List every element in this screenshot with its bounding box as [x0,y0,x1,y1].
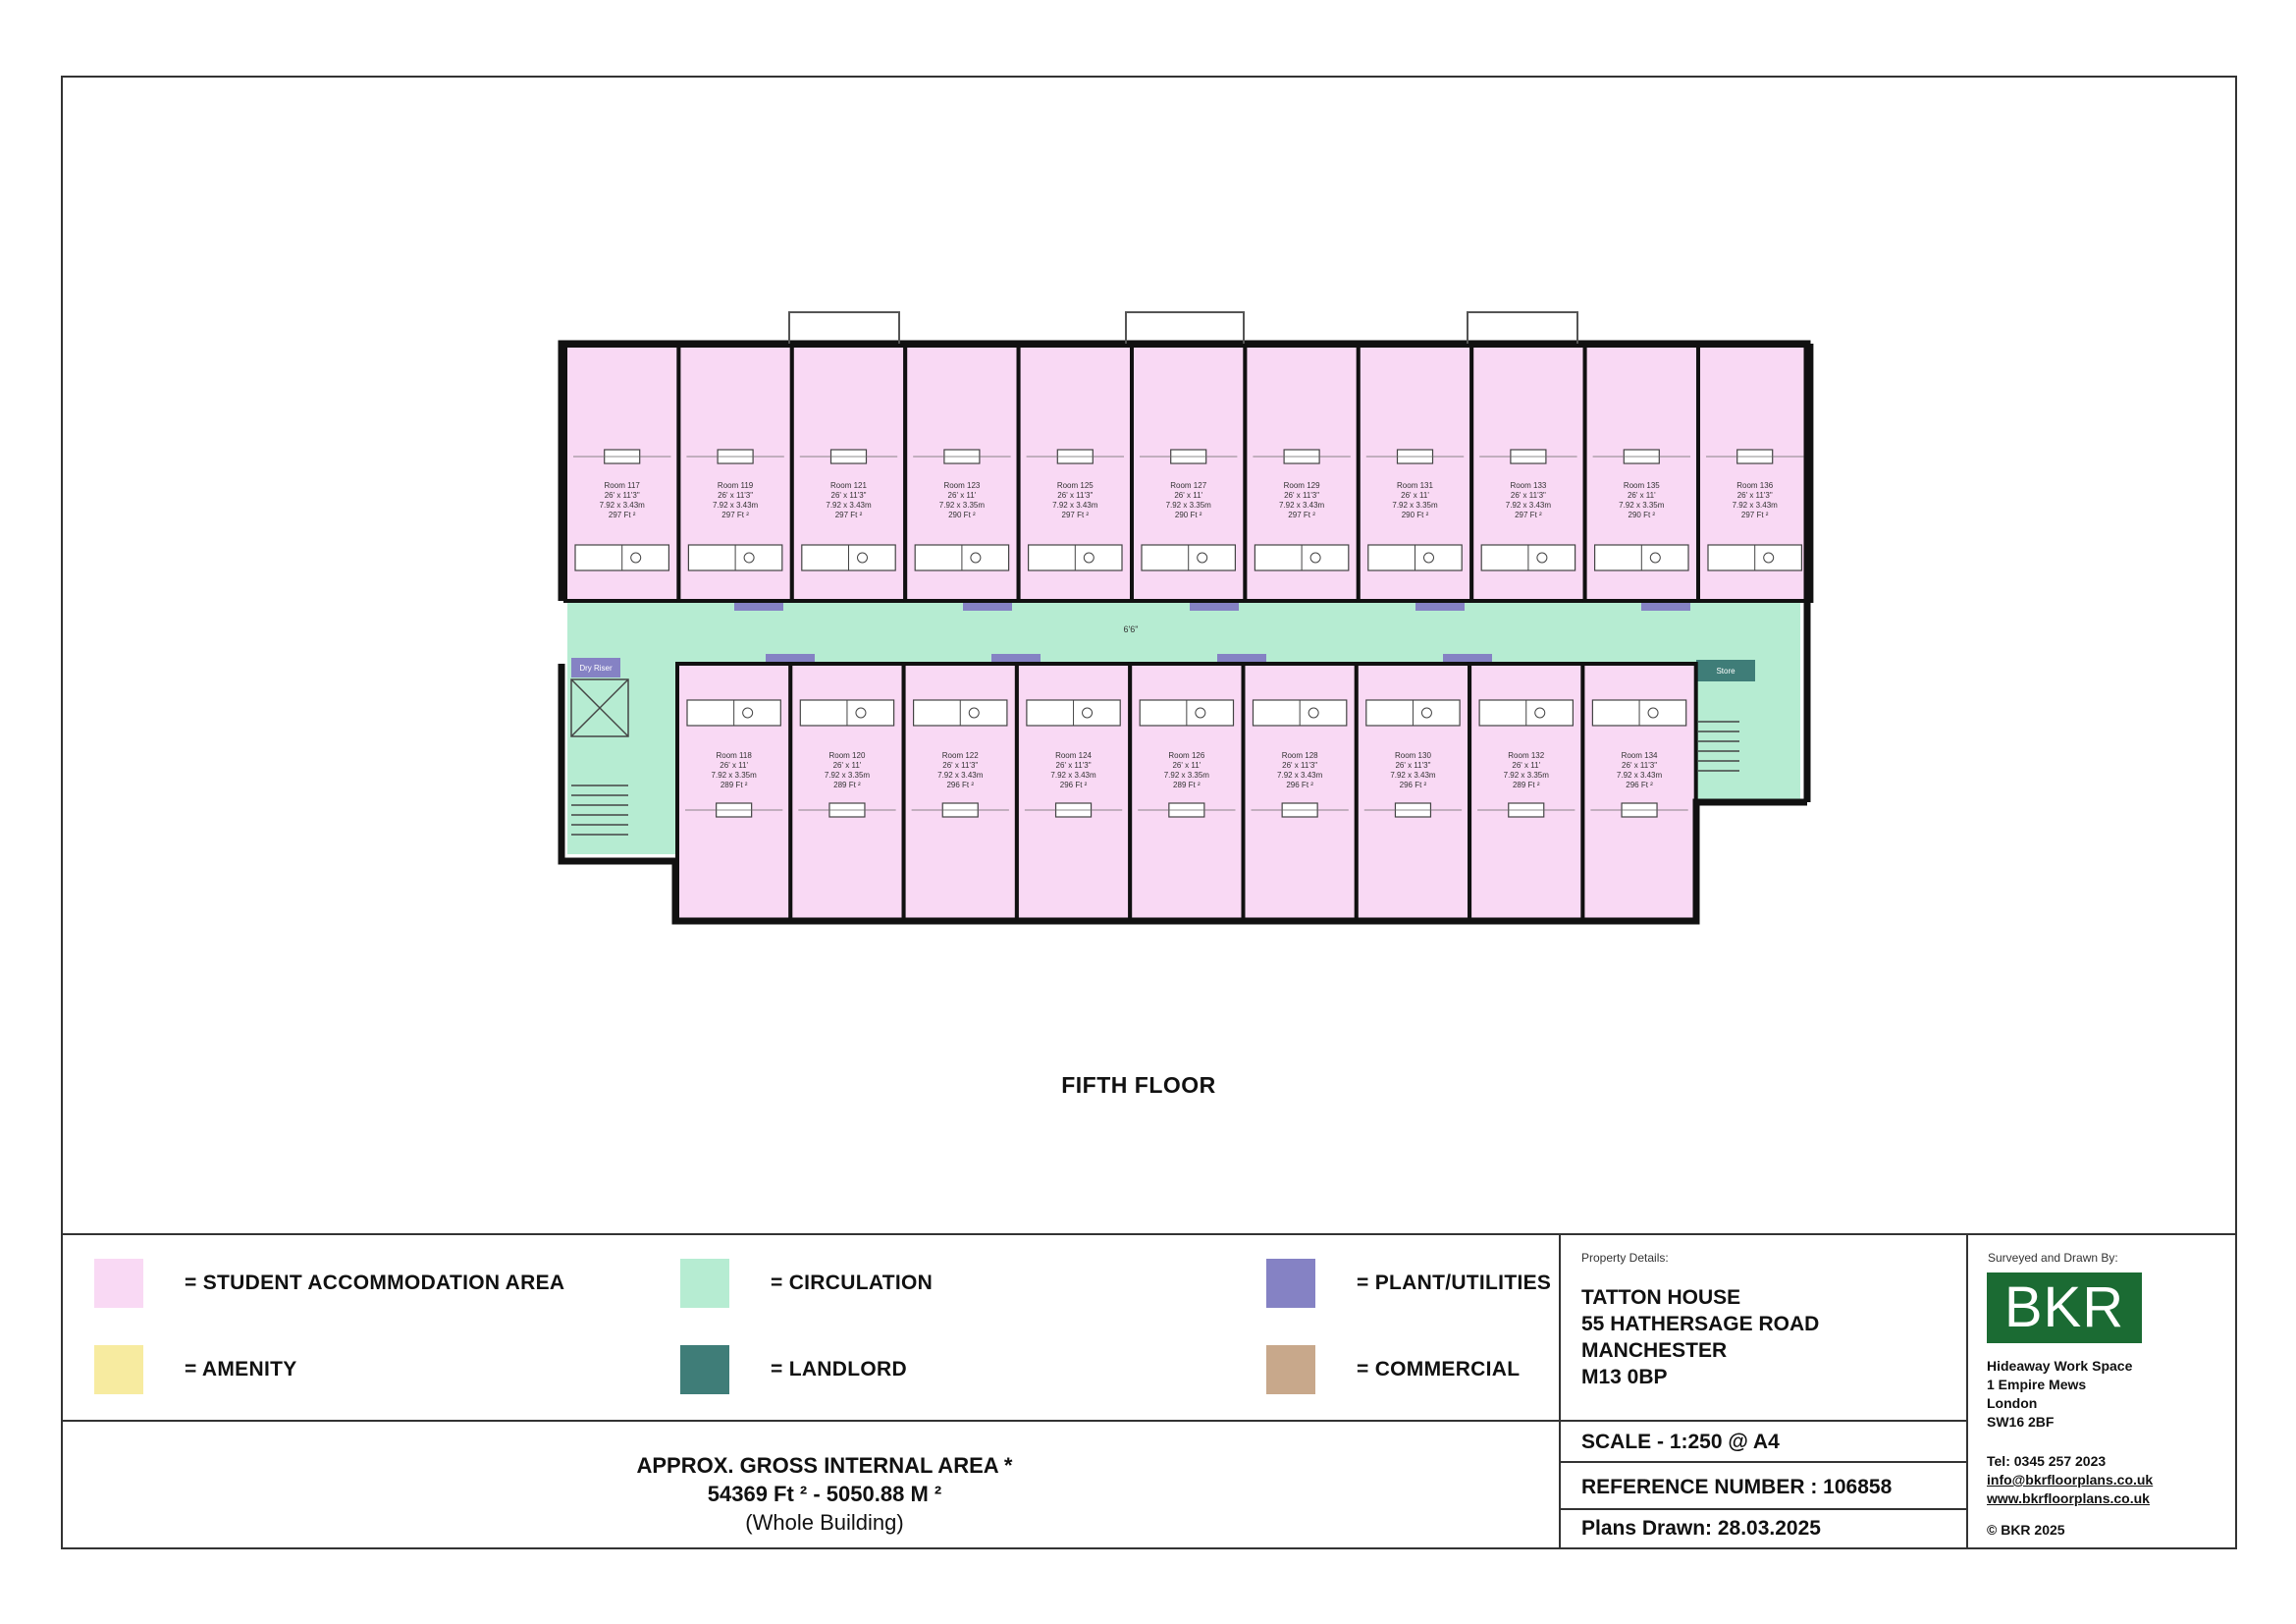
room-name: Room 124 [1055,751,1093,760]
reference-number: REFERENCE NUMBER : 106858 [1581,1476,1893,1498]
room-room-118 [677,664,790,921]
corridor-dimension: 6'6" [1123,624,1139,634]
property-name: TATTON HOUSE [1581,1286,1741,1309]
room-name: Room 121 [830,481,867,490]
room-room-121 [792,346,905,601]
surveyor-email-link[interactable]: info@bkrfloorplans.co.uk [1987,1472,2154,1488]
room-size-metric: 7.92 x 3.43m [599,501,645,510]
room-area: 289 Ft ² [833,781,861,789]
room-area: 297 Ft ² [1288,511,1315,519]
room-size-imperial: 26' x 11'3" [1622,761,1658,770]
room-area: 290 Ft ² [1628,511,1656,519]
room-area: 290 Ft ² [1174,511,1202,519]
room-area: 289 Ft ² [1512,781,1540,789]
room-name: Room 118 [716,751,752,760]
surveyor-address [1987,1357,2132,1432]
gross-internal-area [550,1451,1099,1537]
room-room-131 [1359,346,1471,601]
room-name: Room 120 [828,751,866,760]
room-name: Room 132 [1508,751,1545,760]
room-area: 297 Ft ² [1515,511,1542,519]
room-room-129 [1245,346,1358,601]
surveyor-address-line-3: London [1987,1395,2038,1411]
room-room-126 [1130,664,1243,921]
room-size-metric: 7.92 x 3.43m [712,501,759,510]
gia-value: 54369 Ft ² - 5050.88 M ² [707,1482,942,1506]
room-room-123 [905,346,1018,601]
room-size-metric: 7.92 x 3.35m [824,771,871,780]
swatch-plant-utilities [1266,1259,1315,1308]
room-size-metric: 7.92 x 3.43m [1050,771,1096,780]
legend-label-commercial: = COMMERCIAL [1357,1358,1521,1380]
room-size-imperial: 26' x 11' [1512,761,1541,770]
room-name: Room 128 [1281,751,1318,760]
room-size-metric: 7.92 x 3.43m [1278,501,1325,510]
room-name: Room 127 [1170,481,1207,490]
room-size-imperial: 26' x 11'3" [604,491,640,500]
swatch-circulation [680,1259,729,1308]
copyright-notice: © BKR 2025 [1987,1522,2065,1538]
room-size-imperial: 26' x 11'3" [830,491,867,500]
room-size-imperial: 26' x 11' [1401,491,1429,500]
swatch-commercial [1266,1345,1315,1394]
room-size-imperial: 26' x 11'3" [1057,491,1094,500]
surveyor-label: Surveyed and Drawn By: [1988,1251,2118,1265]
room-size-metric: 7.92 x 3.35m [1619,501,1665,510]
reference-top-rule [1559,1461,1966,1463]
surveyor-contact [1987,1452,2153,1508]
room-size-imperial: 26' x 11'3" [1055,761,1092,770]
room-size-metric: 7.92 x 3.43m [1616,771,1663,780]
swatch-amenity [94,1345,143,1394]
top-row-rooms [565,346,1811,601]
room-name: Room 136 [1736,481,1774,490]
room-room-133 [1471,346,1584,601]
room-size-metric: 7.92 x 3.43m [1505,501,1552,510]
drawn-top-rule [1559,1508,1966,1510]
swatch-landlord [680,1345,729,1394]
legend-circulation [680,1258,933,1309]
legend-label-student-accommodation: = STUDENT ACCOMMODATION AREA [185,1272,565,1294]
room-area: 290 Ft ² [948,511,976,519]
gia-heading: APPROX. GROSS INTERNAL AREA * [636,1453,1013,1478]
surveyor-website-link[interactable]: www.bkrfloorplans.co.uk [1987,1490,2150,1506]
room-size-imperial: 26' x 11' [1627,491,1656,500]
room-room-130 [1357,664,1469,921]
property-city: MANCHESTER [1581,1339,1728,1362]
bkr-logo: BKR [1987,1272,2142,1343]
room-room-135 [1585,346,1698,601]
room-name: Room 135 [1623,481,1660,490]
room-size-metric: 7.92 x 3.43m [937,771,984,780]
room-size-imperial: 26' x 11'3" [1736,491,1773,500]
room-size-metric: 7.92 x 3.35m [711,771,757,780]
room-area: 296 Ft ² [1399,781,1427,789]
room-room-125 [1019,346,1132,601]
room-area: 289 Ft ² [1173,781,1201,789]
room-name: Room 129 [1283,481,1320,490]
room-size-metric: 7.92 x 3.43m [1277,771,1323,780]
legend-bottom-rule [61,1420,1559,1422]
legend-amenity [94,1344,297,1395]
room-size-imperial: 26' x 11'3" [1395,761,1431,770]
room-size-imperial: 26' x 11'3" [1284,491,1320,500]
room-room-117 [565,346,678,601]
room-room-136 [1698,346,1811,601]
room-name: Room 131 [1397,481,1433,490]
room-room-132 [1469,664,1582,921]
room-area: 297 Ft ² [608,511,636,519]
room-name: Room 119 [717,481,754,490]
room-area: 297 Ft ² [721,511,749,519]
room-room-127 [1132,346,1245,601]
room-size-metric: 7.92 x 3.35m [1165,501,1211,510]
room-name: Room 133 [1510,481,1547,490]
room-area: 296 Ft ² [1059,781,1088,789]
room-size-metric: 7.92 x 3.35m [1392,501,1438,510]
scale-top-rule [1559,1420,1966,1422]
surveyor-address-line-2: 1 Empire Mews [1987,1377,2087,1392]
gia-note: (Whole Building) [745,1510,904,1535]
room-size-metric: 7.92 x 3.35m [1503,771,1549,780]
legend-landlord [680,1344,907,1395]
room-room-122 [904,664,1017,921]
room-room-128 [1244,664,1357,921]
surveyor-address-line-4: SW16 2BF [1987,1414,2055,1430]
surveyor-address-line-1: Hideaway Work Space [1987,1358,2133,1374]
room-area: 296 Ft ² [1626,781,1653,789]
title-block-top-rule [61,1233,2237,1235]
room-name: Room 123 [943,481,981,490]
swatch-student-accommodation [94,1259,143,1308]
legend-label-landlord: = LANDLORD [771,1358,907,1380]
room-size-imperial: 26' x 11'3" [718,491,754,500]
property-address [1581,1284,1819,1390]
legend-label-amenity: = AMENITY [185,1358,297,1380]
room-size-imperial: 26' x 11' [1172,761,1201,770]
room-area: 297 Ft ² [1061,511,1090,519]
property-details-label: Property Details: [1581,1251,1669,1265]
room-size-metric: 7.92 x 3.43m [826,501,872,510]
room-size-imperial: 26' x 11' [720,761,749,770]
room-name: Room 125 [1056,481,1094,490]
room-name: Room 126 [1168,751,1205,760]
property-postcode: M13 0BP [1581,1366,1668,1388]
room-area: 296 Ft ² [946,781,975,789]
room-size-imperial: 26' x 11'3" [942,761,979,770]
floor-title: FIFTH FLOOR [1061,1072,1216,1098]
room-area: 297 Ft ² [834,511,863,519]
room-size-metric: 7.92 x 3.43m [1052,501,1098,510]
room-area: 296 Ft ² [1286,781,1313,789]
room-size-metric: 7.92 x 3.35m [1163,771,1209,780]
legend-label-circulation: = CIRCULATION [771,1272,934,1294]
room-size-imperial: 26' x 11'3" [1282,761,1318,770]
room-room-124 [1017,664,1130,921]
room-name: Room 117 [604,481,640,490]
top-balconies [789,312,1577,344]
room-size-imperial: 26' x 11' [832,761,862,770]
room-area: 289 Ft ² [720,781,748,789]
room-name: Room 134 [1621,751,1658,760]
room-size-imperial: 26' x 11' [1174,491,1203,500]
room-name: Room 130 [1394,751,1431,760]
room-size-imperial: 26' x 11'3" [1510,491,1546,500]
property-street: 55 HATHERSAGE ROAD [1581,1313,1820,1335]
room-area: 290 Ft ² [1401,511,1429,519]
surveyor-telephone: Tel: 0345 257 2023 [1987,1453,2107,1469]
bottom-row-rooms [677,664,1696,921]
legend-plant-utilities [1266,1258,1551,1309]
scale-text: SCALE - 1:250 @ A4 [1581,1431,1780,1453]
room-room-120 [790,664,903,921]
room-size-metric: 7.92 x 3.43m [1732,501,1778,510]
plans-drawn-date: Plans Drawn: 28.03.2025 [1581,1517,1821,1540]
room-room-134 [1582,664,1695,921]
room-area: 297 Ft ² [1740,511,1769,519]
legend-label-plant-utilities: = PLANT/UTILITIES [1357,1272,1552,1294]
room-size-metric: 7.92 x 3.43m [1390,771,1436,780]
room-size-metric: 7.92 x 3.35m [938,501,986,510]
store-label: Store [1716,667,1735,676]
dry-riser-label: Dry Riser [579,664,613,673]
room-room-119 [678,346,791,601]
room-size-imperial: 26' x 11' [947,491,977,500]
surveyor-divider [1966,1233,1968,1549]
legend-commercial [1266,1344,1520,1395]
legend-student-accommodation [94,1258,564,1309]
property-divider [1559,1233,1561,1549]
room-name: Room 122 [941,751,979,760]
